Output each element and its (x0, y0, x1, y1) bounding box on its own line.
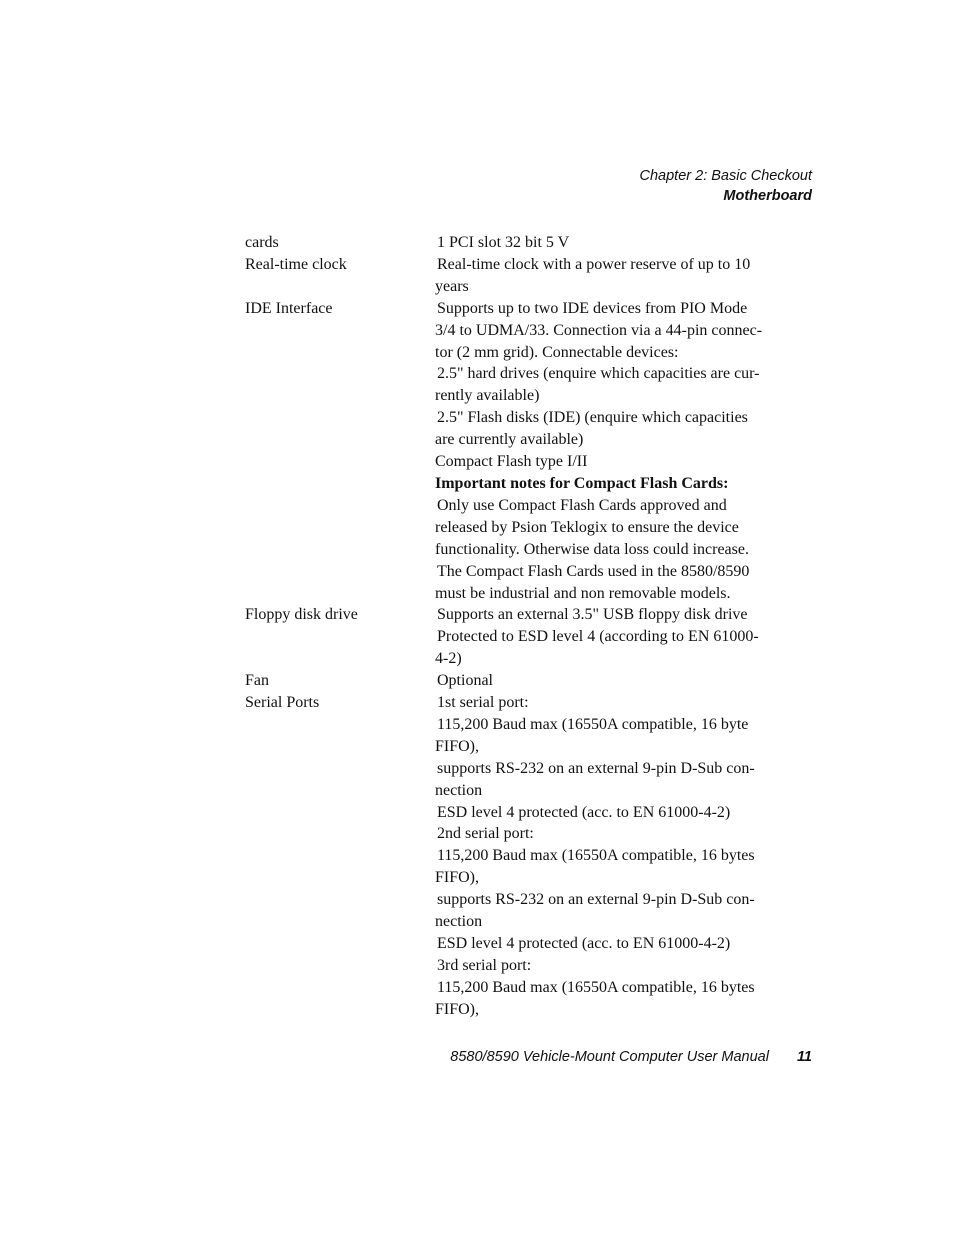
spec-row (245, 254, 805, 298)
spec-term: Floppy disk drive (245, 606, 358, 624)
running-footer (450, 1047, 812, 1067)
page-number: 11 (796, 1049, 812, 1065)
spec-description-line: ESD level 4 protected (acc. to EN 61000-4-2) (437, 935, 731, 952)
spec-description-line: FIFO), (435, 737, 480, 755)
spec-description (435, 298, 780, 605)
spec-row (245, 232, 805, 254)
spec-description-line: 115,200 Baud max (16550A compatible, 16 byte (437, 715, 749, 733)
spec-description-line: ESD level 4 protected (acc. to EN 61000-4-2) (437, 803, 731, 821)
spec-description-line: Supports up to two IDE devices from PIO Mode (437, 299, 748, 317)
spec-description-line: Supports an external 3.5" USB floppy disk drive (437, 606, 748, 624)
spec-description-line: Real-time clock with a power reserve of up to 10 (437, 255, 751, 273)
spec-description (435, 254, 780, 298)
spec-description-line: The Compact Flash Cards used in the 8580/8590 (437, 562, 750, 580)
spec-description-line: released by Psion Teklogix to ensure the device (435, 518, 739, 536)
spec-description-line: 3/4 to UDMA/33. Connection via a 44-pin connec- (435, 321, 763, 339)
spec-description-line: tor (2 mm grid). Connectable devices: (435, 343, 679, 361)
spec-description-line: nection (435, 781, 483, 799)
manual-title: 8580/8590 Vehicle-Mount Computer User Manual (450, 1049, 769, 1065)
spec-term: Serial Ports (245, 694, 320, 712)
spec-description-line: 1 PCI slot 32 bit 5 V (437, 234, 570, 251)
spec-row (245, 670, 805, 692)
spec-term: cards (245, 234, 279, 251)
spec-row (245, 298, 805, 605)
spec-description-line: FIFO), (435, 1000, 480, 1018)
spec-description-line: Only use Compact Flash Cards approved and (437, 496, 727, 514)
spec-description-line: 3rd serial port: (437, 956, 532, 974)
spec-term: IDE Interface (245, 299, 333, 317)
spec-description-line: 2.5" hard drives (enquire which capacities are cur- (437, 365, 760, 383)
spec-description (435, 692, 780, 1021)
spec-description-line: FIFO), (435, 869, 480, 887)
spec-description-line: Compact Flash type I/II (435, 453, 588, 471)
spec-description-line: 2nd serial port: (437, 825, 534, 843)
spec-term: Fan (245, 672, 269, 690)
spec-description-line: years (435, 277, 469, 295)
spec-description-line: Optional (437, 672, 493, 690)
spec-description-line: nection (435, 913, 483, 931)
spec-row (245, 604, 805, 670)
chapter-title: Chapter 2: Basic Checkout (639, 168, 812, 184)
spec-description-line: supports RS-232 on an external 9-pin D-Sub con- (437, 759, 755, 777)
spec-description-line: 115,200 Baud max (16550A compatible, 16 bytes (437, 847, 755, 865)
spec-description-line: rently available) (435, 387, 540, 405)
running-header (640, 166, 812, 206)
spec-description-line: Protected to ESD level 4 (according to EN 61000- (437, 628, 759, 646)
spec-description-line: must be industrial and non removable models. (435, 584, 731, 602)
section-title: Motherboard (723, 188, 812, 204)
spec-table (245, 232, 805, 1021)
spec-description (435, 670, 780, 692)
spec-row (245, 692, 805, 1021)
spec-term: Real-time clock (245, 255, 347, 273)
spec-description (435, 604, 780, 670)
spec-description-line: functionality. Otherwise data loss could increase. (435, 540, 749, 558)
spec-description-line: 4-2) (435, 650, 462, 668)
spec-description-line: 1st serial port: (437, 694, 529, 712)
spec-description-line: 2.5" Flash disks (IDE) (enquire which capacities (437, 409, 748, 427)
spec-description-line: supports RS-232 on an external 9-pin D-Sub con- (437, 891, 755, 909)
spec-description-line: are currently available) (435, 431, 584, 449)
spec-note-heading: Important notes for Compact Flash Cards: (435, 474, 729, 492)
spec-description (435, 232, 780, 254)
spec-description-line: 115,200 Baud max (16550A compatible, 16 bytes (437, 978, 755, 996)
